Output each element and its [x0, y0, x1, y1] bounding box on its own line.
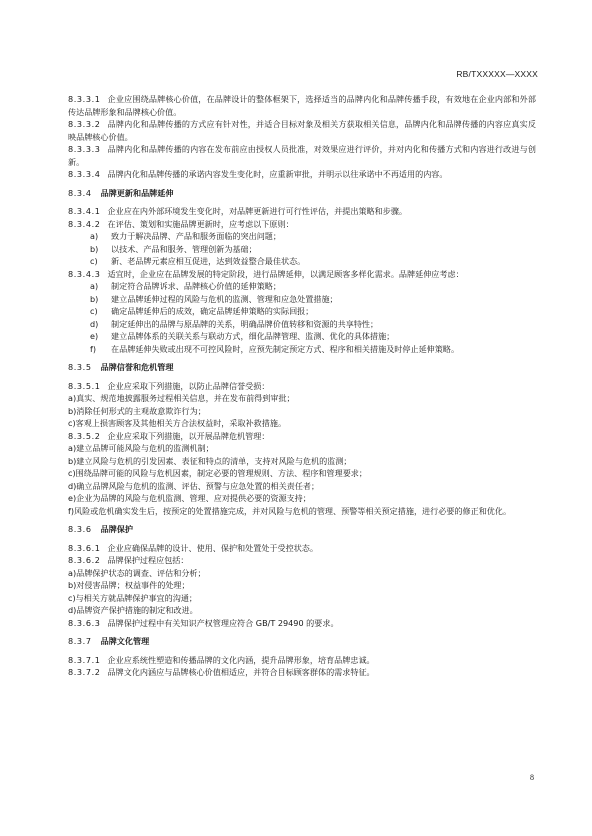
list-item: a)品牌保护状态的调查、评估和分析；: [68, 567, 206, 578]
clause-text: 企业应采取下列措施，以防止品牌信誉受损：: [107, 380, 270, 391]
clause-text: 在评估、策划和实施品牌更新时，应考虑以下原则：: [107, 218, 294, 229]
section-title: 品牌信誉和危机管理: [100, 362, 174, 372]
clause-number: 8.3.7.1: [68, 654, 101, 665]
clause-paragraph: [68, 542, 536, 555]
list-item-text: 以技术、产品和服务、管理创新为基础；: [111, 243, 257, 254]
list-item: a)建立品牌可能风险与危机的监测机制；: [68, 443, 214, 453]
clause-number: 8.3.5.1: [68, 380, 101, 391]
clause-paragraph: [68, 666, 536, 679]
clause-text: 品牌内化和品牌传播的方式应有针对性，并适合目标对象及相关方获取相关信息，品牌内化和品牌传播的内容应真实反映品牌核心价值。: [68, 119, 536, 142]
list-item-text: 制定延伸出的品牌与原品牌的关系，明确品牌价值转移和资源的共享特性；: [111, 318, 379, 329]
section-heading: [68, 635, 536, 648]
document-code: RB/TXXXXX—XXXX: [456, 69, 538, 79]
list-marker: c): [90, 306, 98, 316]
clause-paragraph: [68, 118, 536, 143]
clause-number: 8.3.3.4: [68, 169, 101, 179]
list-item-text: 建立品牌延伸过程的风险与危机的监测、管理和应急处置措施；: [111, 293, 338, 304]
list-item-text: 新、老品牌元素应相互促进，达到效益整合最佳状态。: [111, 256, 306, 266]
clause-paragraph: [68, 430, 536, 443]
clause-text: 品牌文化内涵应与品牌核心价值相适应，并符合目标顾客群体的需求特征。: [107, 667, 375, 677]
clause-text: 企业应在内外部环境发生变化时，对品牌更新进行可行性评估，并提出策略和步骤。: [107, 206, 408, 216]
clause-number: 8.3.3.2: [68, 119, 101, 129]
clause-paragraph: [68, 205, 536, 218]
list-item: c)围绕品牌可能的风险与危机因素，制定必要的管理规则、方法、程序和管理要求；: [68, 468, 367, 478]
section-heading: [68, 187, 536, 200]
clause-paragraph: [68, 218, 536, 231]
list-item-text: 致力于解决品牌、产品和服务面临的突出问题；: [111, 231, 281, 241]
list-marker: a): [90, 231, 99, 241]
list-marker: f): [90, 343, 97, 354]
clause-number: 8.3.5.2: [68, 430, 101, 441]
clause-number: 8.3.4: [68, 187, 92, 198]
clause-paragraph: [68, 554, 536, 567]
clause-number: 8.3.6.3: [68, 617, 101, 628]
list-item: d)品牌资产保护措施的制定和改进。: [68, 605, 198, 615]
list-item: [68, 230, 536, 243]
clause-number: 8.3.4.3: [68, 268, 101, 279]
list-item: b)建立风险与危机的引发因素、表征和特点的清单，支持对风险与危机的监测；: [68, 455, 352, 466]
list-item: c)客观上损害顾客及其他相关方合法权益时，采取补救措施。: [68, 418, 287, 428]
section-title: 品牌保护: [100, 524, 133, 534]
clause-number: 8.3.5: [68, 362, 92, 372]
list-marker: b): [90, 243, 99, 254]
clause-number: 8.3.4.2: [68, 218, 101, 229]
clause-number: 8.3.7: [68, 636, 92, 646]
list-item-text: 制定符合品牌诉求、品牌核心价值的延伸策略；: [111, 281, 281, 291]
list-item: [68, 293, 536, 306]
list-item: [68, 330, 536, 343]
list-marker: c): [90, 256, 98, 266]
list-item: [68, 343, 536, 356]
list-item: e)企业为品牌的风险与危机监测、管理、应对提供必要的资源支持；: [68, 493, 311, 503]
section-heading: [68, 361, 536, 374]
list-item: b)对侵害品牌；权益事件的处理；: [68, 580, 190, 590]
section-title: 品牌更新和品牌延伸: [100, 187, 174, 198]
section-heading: [68, 523, 536, 536]
list-marker: e): [90, 331, 99, 341]
clause-paragraph: [68, 380, 536, 393]
clause-paragraph: [68, 168, 536, 181]
clause-paragraph: [68, 654, 536, 667]
clause-number: 8.3.6.2: [68, 555, 101, 565]
list-marker: d): [90, 318, 99, 329]
list-item: [68, 280, 536, 293]
clause-number: 8.3.4.1: [68, 206, 101, 216]
clause-paragraph: [68, 617, 536, 630]
clause-text: 企业应确保品牌的设计、使用、保护和处置处于受控状态。: [107, 542, 318, 553]
clause-text: 企业应围绕品牌核心价值，在品牌设计的整体框架下，选择适当的品牌内化和品牌传播手段，有效地在企业内部和外部传达品牌形象和品牌核心价值。: [68, 94, 536, 117]
section-title: 品牌文化管理: [100, 636, 150, 646]
list-item: [68, 255, 536, 268]
clause-number: 8.3.3.3: [68, 144, 101, 154]
list-marker: a): [90, 281, 99, 291]
clause-paragraph: [68, 143, 536, 168]
clause-text: 品牌内化和品牌传播的内容在发布前应由授权人员批准，对效果应进行评价，并对内化和传播方式和内容进行改进与创新。: [68, 144, 536, 167]
clause-number: 8.3.6.1: [68, 542, 101, 553]
list-marker: b): [90, 293, 99, 304]
list-item: [68, 305, 536, 318]
list-item-text: 建立品牌体系的关联关系与联动方式，细化品牌管理、监测、优化的具体措施；: [111, 331, 395, 341]
clause-text: 品牌保护过程应包括：: [107, 555, 189, 565]
document-body: [68, 93, 536, 679]
list-item-text: 在品牌延伸失败或出现不可控风险时，应预先制定预定方式、程序和相关措施及时停止延伸策略。: [111, 343, 460, 354]
list-item: b)消除任何形式的主观故意欺诈行为；: [68, 405, 206, 416]
page-number: 8: [530, 773, 534, 782]
list-item: d)确立品牌风险与危机的监测、评估、预警与应急处置的相关责任者；: [68, 480, 320, 491]
clause-number: 8.3.7.2: [68, 667, 101, 677]
clause-number: 8.3.6: [68, 524, 92, 534]
clause-number: 8.3.3.1: [68, 94, 101, 104]
list-item: f)风险或危机确实发生后，按预定的处置措施完成，并对风险与危机的管理、预警等相关预定措施，进行必要的修正和优化。: [68, 505, 512, 516]
clause-text: 品牌内化和品牌传播的承诺内容发生变化时，应重新审批，并明示以往承诺中不再适用的内容。: [107, 169, 448, 179]
list-item: a)真实、规范地披露服务过程相关信息，并在发布前得到审批；: [68, 393, 295, 403]
clause-paragraph: [68, 268, 536, 281]
list-item: [68, 243, 536, 256]
clause-text: 企业应系统性塑造和传播品牌的文化内涵，提升品牌形象，培育品牌忠诚。: [107, 654, 375, 665]
clause-text: 品牌保护过程中有关知识产权管理应符合 GB/T 29490 的要求。: [107, 617, 339, 628]
list-item: [68, 318, 536, 331]
clause-paragraph: [68, 93, 536, 118]
list-item-text: 确定品牌延伸后的成效，确定品牌延伸策略的实际回报；: [111, 306, 314, 316]
clause-text: 适宜时，企业应在品牌发展的特定阶段，进行品牌延伸，以满足顾客多样化需求。品牌延伸应考虑：: [107, 268, 464, 279]
clause-text: 企业应采取下列措施，以开展品牌危机管理：: [107, 430, 270, 441]
list-item: c)与相关方就品牌保护事宜的沟通；: [68, 592, 198, 603]
